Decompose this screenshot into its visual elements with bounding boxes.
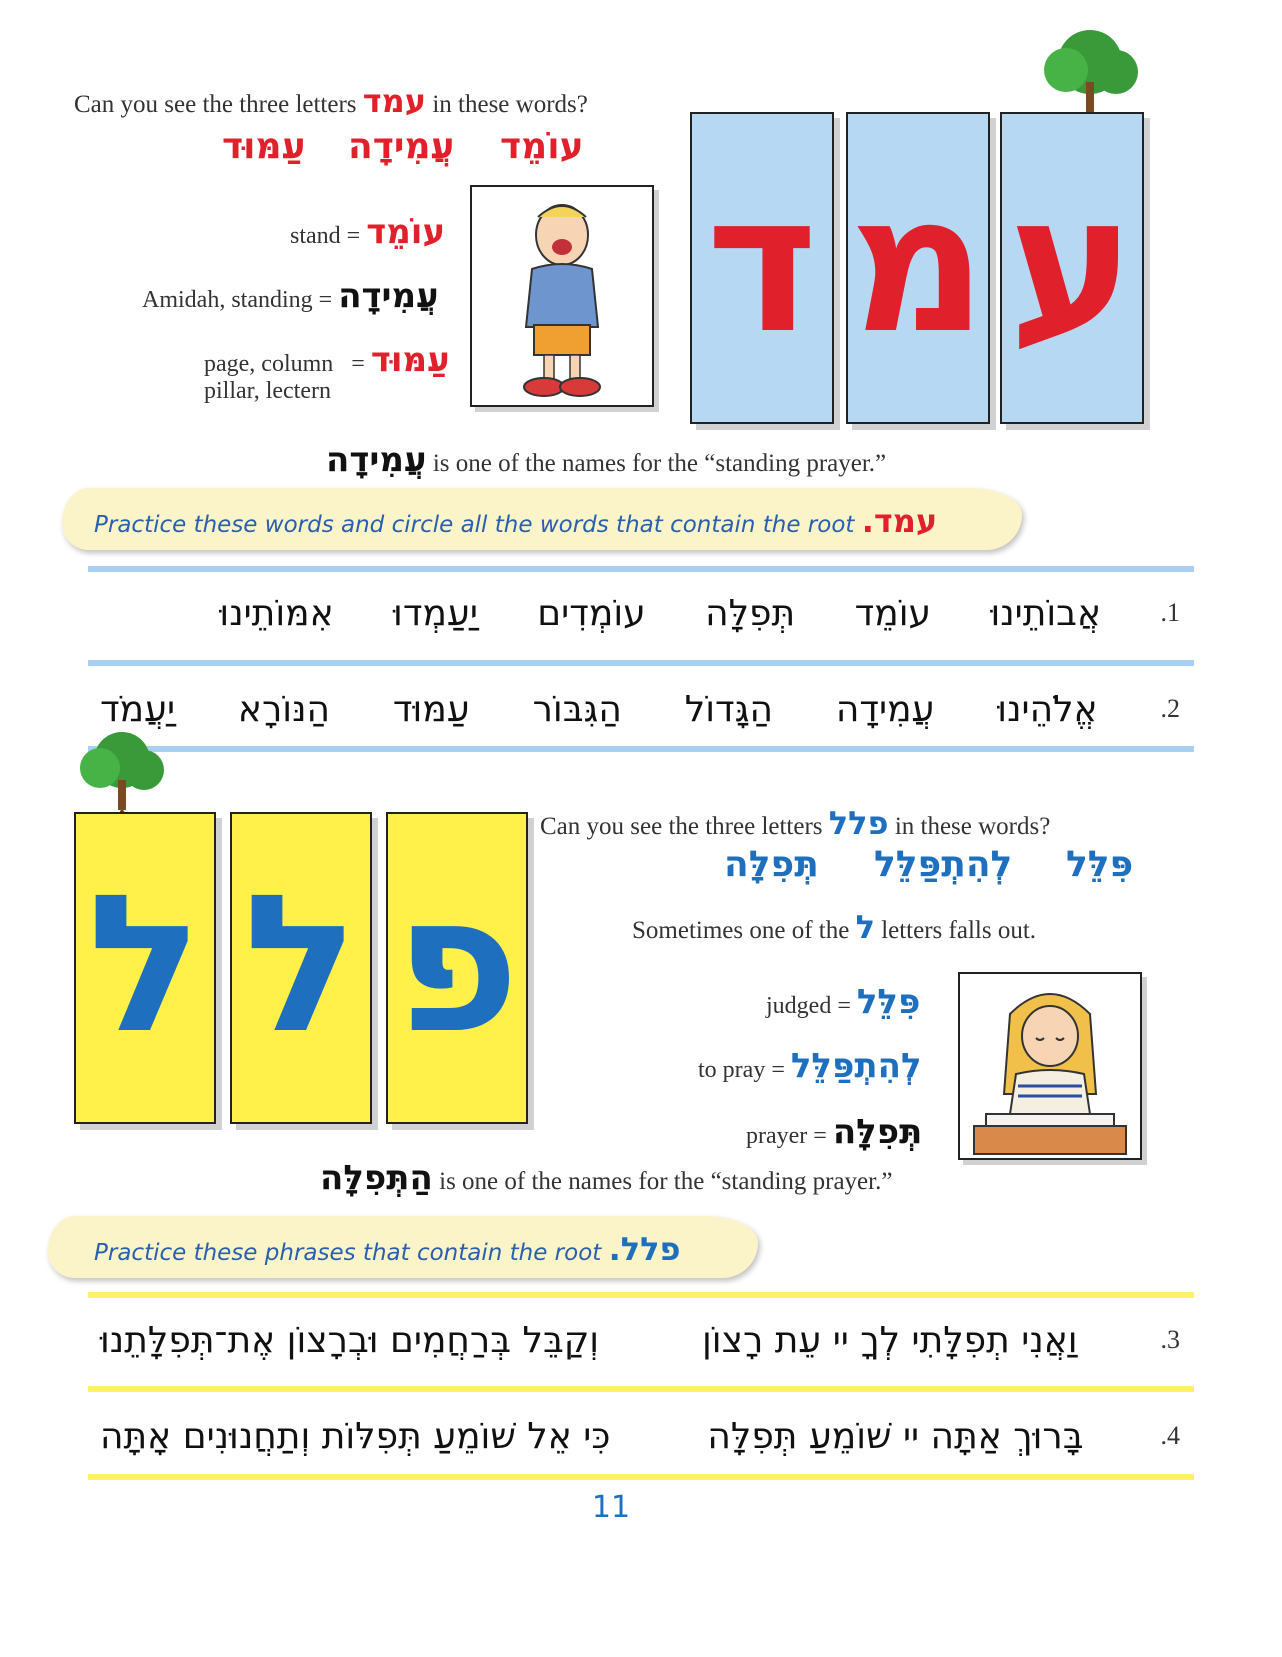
gloss-amidah: Amidah, standing = עֲמִידָה	[142, 276, 439, 316]
praying-girl-illustration	[958, 972, 1142, 1160]
exercise-row-3: .3 וַאֲנִי תְפִלָּתִי לְךָ יי עֵת רָצוֹן וְקַבֵּל בְּרַחֲמִים וּבְרָצוֹן אֶת־תְּפִלָּתֵנוּ	[100, 1319, 1180, 1361]
gloss-column-2: pillar, lectern	[204, 378, 331, 404]
exercise-word: יַעַמְדוּ	[393, 592, 478, 634]
top-intro-root: עמד	[362, 82, 427, 120]
rule	[88, 1386, 1194, 1392]
exercise-phrase-left: כִּי אֵל שׁוֹמֵעַ תְּפִלּוֹת וְתַחֲנוּנִים אָתָּה	[100, 1415, 611, 1457]
exercise-row-2: .2 אֱלֹהֵינוּ עֲמִידָה הַגָּדוֹל הַגִּבּוֹר עַמּוּד הַנּוֹרָא יַעֲמֹד	[100, 688, 1180, 730]
bottom-intro: Can you see the three letters פלל in these words?	[540, 804, 1051, 842]
exercise-word: הַנּוֹרָא	[237, 688, 331, 730]
boy-illustration	[470, 185, 654, 407]
tile-ayin: ע	[1000, 112, 1144, 424]
gloss-prayer: prayer = תְּפִלָּה	[746, 1112, 923, 1152]
top-intro: Can you see the three letters עמד in these words?	[74, 82, 588, 120]
bottom-note: הַתְּפִלָּה is one of the names for the “standing prayer.”	[320, 1158, 893, 1198]
gloss-column: page, column = עַמּוּד	[204, 340, 450, 380]
exercise-word: עֲמִידָה	[835, 688, 935, 730]
bottom-word-3: תְּפִלָּה	[724, 844, 819, 885]
gloss-to-pray: to pray = לְהִתְפַּלֵּל	[698, 1046, 922, 1086]
falls-out-note: Sometimes one of the ל letters falls out.	[632, 908, 1037, 946]
top-word-3: עַמּוּד	[222, 126, 306, 167]
exercise-phrase-right: וַאֲנִי תְפִלָּתִי לְךָ יי עֵת רָצוֹן	[702, 1319, 1078, 1361]
exercise-word: עוֹמֵד	[854, 592, 932, 634]
top-word-2: עֲמִידָה	[348, 126, 455, 167]
gloss-judged: judged = פִּלֵּל	[766, 982, 921, 1022]
rule	[88, 1474, 1194, 1480]
tile-lamed-2: ל	[230, 812, 372, 1124]
tile-pe: פ	[386, 812, 528, 1124]
exercise-word: עַמּוּד	[392, 688, 470, 730]
rule	[88, 566, 1194, 572]
exercise-word: יַעֲמֹד	[100, 688, 176, 730]
exercise-word: הַגִּבּוֹר	[532, 688, 622, 730]
rule	[88, 660, 1194, 666]
praying-girl-icon	[960, 974, 1140, 1158]
exercise-word: אֲבוֹתֵינוּ	[990, 592, 1102, 634]
bottom-banner-text: Practice these phrases that contain the root פלל.	[94, 1230, 681, 1268]
top-banner-text: Practice these words and circle all the words that contain the root עמד.	[94, 502, 938, 540]
exercise-phrase-left: וְקַבֵּל בְּרַחֲמִים וּבְרָצוֹן אֶת־תְּפִלָּתֵנוּ	[100, 1319, 600, 1361]
exercise-row-4: .4 בָּרוּךְ אַתָּה יי שׁוֹמֵעַ תְּפִלָּה כִּי אֵל שׁוֹמֵעַ תְּפִלּוֹת וְתַחֲנוּנִים אָתָּה	[100, 1415, 1180, 1457]
tile-lamed-1: ל	[74, 812, 216, 1124]
tile-mem: מ	[846, 112, 990, 424]
exercise-word: אֱלֹהֵינוּ	[997, 688, 1098, 730]
bottom-intro-root: פלל	[828, 804, 889, 842]
tile-dalet: ד	[690, 112, 834, 424]
top-note: עֲמִידָה is one of the names for the “standing prayer.”	[326, 440, 887, 480]
top-word-1: עוֹמֵד	[500, 126, 584, 167]
exercise-word: עוֹמְדִים	[537, 592, 646, 634]
rule	[88, 746, 1194, 752]
rule	[88, 1292, 1194, 1298]
exercise-word: אִמּוֹתֵינוּ	[219, 592, 334, 634]
bottom-word-1: פִּלֵּל	[1066, 844, 1134, 885]
gloss-stand: stand = עוֹמֵד	[290, 212, 446, 252]
bottom-word-2: לְהִתְפַּלֵּל	[874, 844, 1013, 885]
exercise-row-1: .1 אֲבוֹתֵינוּ עוֹמֵד תְּפִלָּה עוֹמְדִים יַעַמְדוּ אִמּוֹתֵינוּ	[219, 592, 1180, 634]
page-number: 11	[591, 1490, 631, 1525]
standing-boy-icon	[472, 187, 652, 405]
exercise-word: תְּפִלָּה	[705, 592, 796, 634]
exercise-phrase-right: בָּרוּךְ אַתָּה יי שׁוֹמֵעַ תְּפִלָּה	[707, 1415, 1084, 1457]
exercise-word: הַגָּדוֹל	[684, 688, 774, 730]
